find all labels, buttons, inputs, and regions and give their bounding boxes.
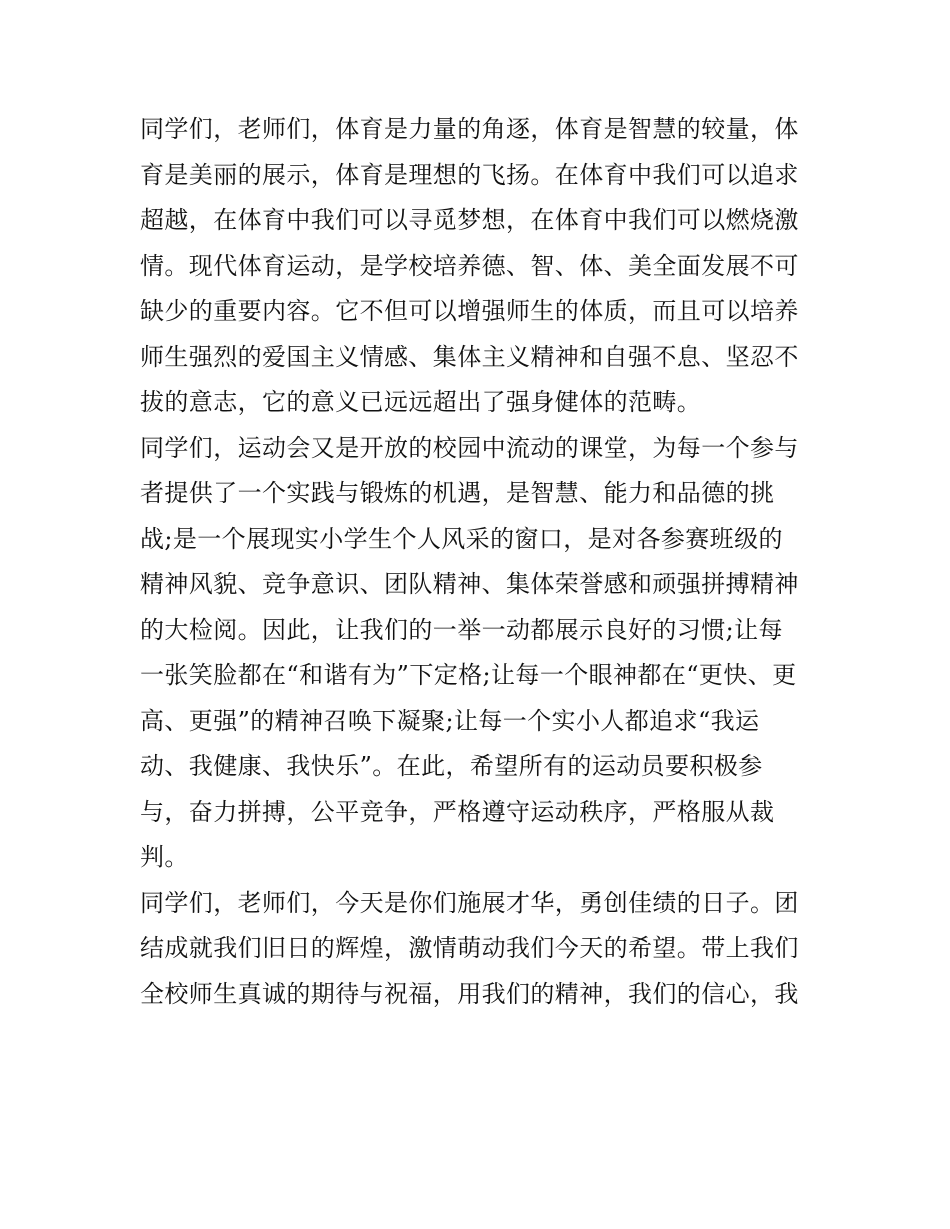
text-line: 战;是一个展现实小学生个人风采的窗口，是对各参赛班级的 xyxy=(140,524,783,553)
text-line: 师生强烈的爱国主义情感、集体主义精神和自强不息、坚忍不 xyxy=(140,342,799,371)
text-line: 的大检阅。因此，让我们的一举一动都展示良好的习惯;让每 xyxy=(140,615,783,644)
text-line: 拔的意志，它的意义已远远超出了强身健体的范畴。 xyxy=(140,388,702,416)
text-line: 同学们，老师们，体育是力量的角逐，体育是智慧的较量，体 xyxy=(140,115,799,143)
text-line: 高、更强”的精神召唤下凝聚;让每一个实小人都追求“我运 xyxy=(140,706,760,735)
text-line: 精神风貌、竞争意识、团队精神、集体荣誉感和顽强拼搏精神 xyxy=(140,570,799,598)
text-line: 超越，在体育中我们可以寻觅梦想，在体育中我们可以燃烧激 xyxy=(140,206,799,234)
text-line: 判。 xyxy=(140,843,189,871)
text-line: 缺少的重要内容。它不但可以增强师生的体质，而且可以培养 xyxy=(140,297,799,325)
text-line: 动、我健康、我快乐”。在此，希望所有的运动员要积极参 xyxy=(140,752,763,780)
text-line: 者提供了一个实践与锻炼的机遇，是智慧、能力和品德的挑 xyxy=(140,479,775,507)
text-line: 一张笑脸都在“和谐有为”下定格;让每一个眼神都在“更快、更 xyxy=(140,661,797,689)
text-line: 同学们，老师们，今天是你们施展才华，勇创佳绩的日子。团 xyxy=(140,888,799,917)
body-text xyxy=(140,107,830,1017)
text-line: 全校师生真诚的期待与祝福，用我们的精神，我们的信心，我 xyxy=(140,979,799,1008)
text-line: 情。现代体育运动，是学校培养德、智、体、美全面发展不可 xyxy=(140,251,799,280)
text-line: 育是美丽的展示，体育是理想的飞扬。在体育中我们可以追求 xyxy=(140,160,799,189)
text-line: 与，奋力拼搏，公平竞争，严格遵守运动秩序，严格服从裁 xyxy=(140,797,775,826)
text-line: 同学们，运动会又是开放的校园中流动的课堂，为每一个参与 xyxy=(140,433,799,462)
text-line: 结成就我们旧日的辉煌，激情萌动我们今天的希望。带上我们 xyxy=(140,934,799,962)
